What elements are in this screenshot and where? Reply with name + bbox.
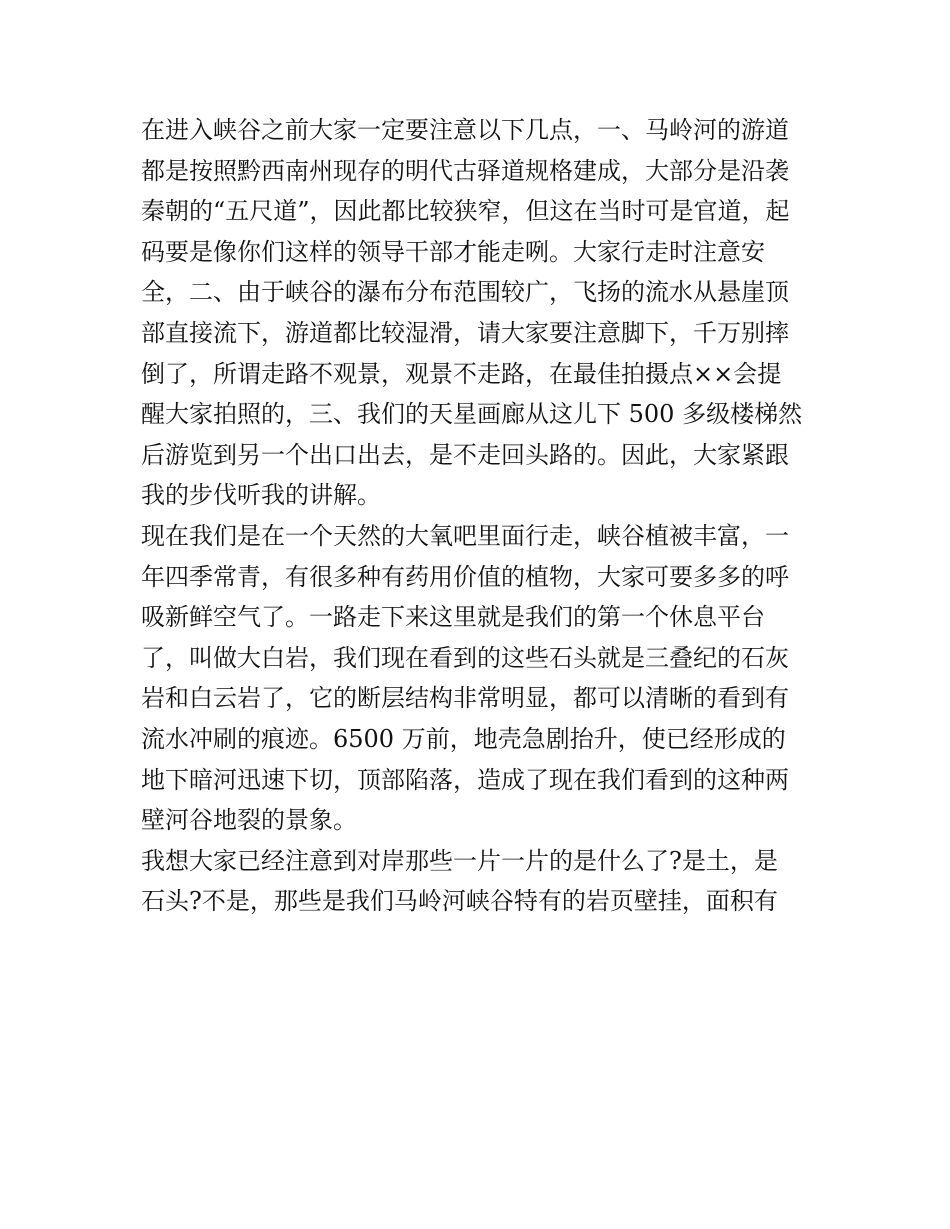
text-line: 倒了，所谓走路不观景，观景不走路，在最佳拍摄点××会提 xyxy=(141,359,782,388)
text-line: 部直接流下，游道都比较湿滑，请大家要注意脚下，千万别摔 xyxy=(141,318,789,347)
text-line: 醒大家拍照的，三、我们的天星画廊从这儿下 500 多级楼梯然 xyxy=(141,400,803,429)
body-text xyxy=(141,110,813,922)
text-line: 在进入峡谷之前大家一定要注意以下几点，一、马岭河的游道 xyxy=(141,116,789,144)
text-line: 现在我们是在一个天然的大氧吧里面行走，峡谷植被丰富，一 xyxy=(141,521,789,550)
text-line: 都是按照黔西南州现存的明代古驿道规格建成，大部分是沿袭 xyxy=(141,156,789,185)
text-line: 秦朝的“五尺道”，因此都比较狭窄，但这在当时可是官道，起 xyxy=(141,197,790,226)
text-line: 地下暗河迅速下切，顶部陷落，造成了现在我们看到的这种两 xyxy=(141,765,789,794)
text-line: 流水冲刷的痕迹。6500 万前，地壳急剧抬升，使已经形成的 xyxy=(141,724,786,753)
text-line: 石头?不是，那些是我们马岭河峡谷特有的岩页壁挂，面积有 xyxy=(141,887,778,916)
text-line: 岩和白云岩了，它的断层结构非常明显，都可以清晰的看到有 xyxy=(141,684,789,713)
text-line: 吸新鲜空气了。一路走下来这里就是我们的第一个休息平台 xyxy=(141,603,765,632)
text-line: 壁河谷地裂的景象。 xyxy=(141,806,357,835)
text-line: 我想大家已经注意到对岸那些一片一片的是什么了?是土，是 xyxy=(141,846,778,875)
text-line: 年四季常青，有很多种有药用价值的植物，大家可要多多的呼 xyxy=(141,562,789,591)
text-line: 码要是像你们这样的领导干部才能走咧。大家行走时注意安 xyxy=(141,237,765,266)
text-line: 全，二、由于峡谷的瀑布分布范围较广，飞扬的流水从悬崖顶 xyxy=(141,278,789,307)
text-line: 我的步伐听我的讲解。 xyxy=(141,481,381,510)
text-line: 了，叫做大白岩，我们现在看到的这些石头就是三叠纪的石灰 xyxy=(141,643,789,672)
text-line: 后游览到另一个出口出去，是不走回头路的。因此，大家紧跟 xyxy=(141,440,789,469)
